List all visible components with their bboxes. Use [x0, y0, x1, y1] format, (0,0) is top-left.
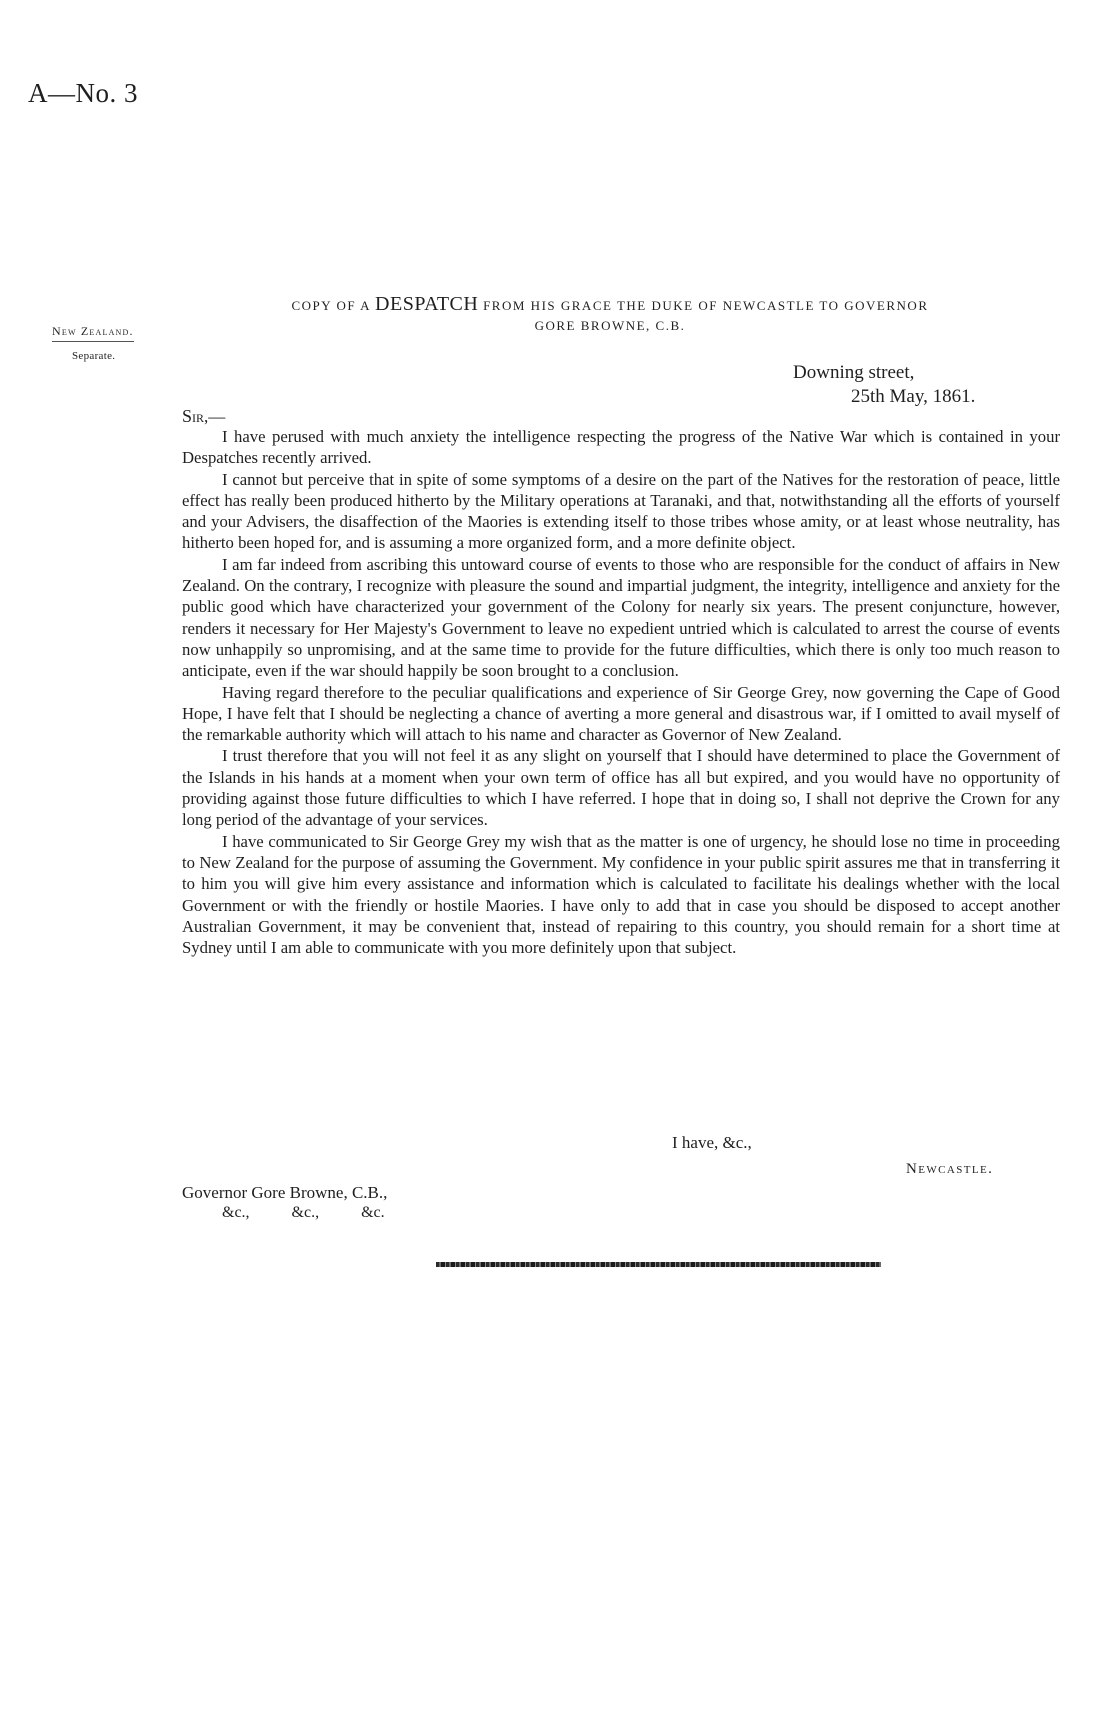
paragraph: Having regard therefore to the peculiar qualifications and experience of Sir George Grey, now governing the Cape of Good Hope, I have felt that I should be neglecting a chance of averting a more general and disastrous war, if I omitted to avail myself of the remarkable authority which will attach to his name and character as Governor of New Zealand. — [182, 682, 1060, 745]
paragraph: I have perused with much anxiety the intelligence respecting the progress of the Native War which is contained in your Despatches recently arrived. — [182, 427, 1060, 468]
heading-line-2: GORE BROWNE, C.B. — [534, 318, 686, 333]
page-number: A—No. 3 — [28, 78, 138, 108]
dateline-place: Downing street, — [793, 362, 915, 383]
etc-2: &c., — [291, 1204, 320, 1221]
closing-phrase: I have, &c., — [672, 1133, 752, 1152]
letter-body — [182, 426, 1060, 958]
paragraph: I trust therefore that you will not feel it as any slight on yourself that I should have determined to place the Government of the Islands in his hands at a moment when your own term of office has all but expired, and you would have no opportunity of providing against those future difficulties to which I have referred. I hope that in doing so, I shall not deprive the Crown for any long period of the advantage of your services. — [182, 746, 1060, 830]
paragraph: I have communicated to Sir George Grey my wish that as the matter is one of urgency, he should lose no time in proceeding to New Zealand for the purpose of assuming the Government. My confidence in your public spirit assures me that in transferring it to him you will give him every assistance and information which is calculated to facilitate his dealings whether with the local Government or with the friendly or hostile Maories. I have only to add that in case you should be disposed to accept another Australian Government, it may be convenient that, instead of repairing to this country, you should remain for a short time at Sydney until I am able to communicate with you more definitely upon that subject. — [182, 831, 1060, 958]
margin-separate-note: Separate. — [72, 350, 116, 362]
heading-pre: COPY OF A — [291, 298, 371, 313]
margin-colony-label: New Zealand. — [52, 324, 134, 342]
decorative-rule — [436, 1262, 881, 1267]
heading-line-1 — [180, 294, 1040, 316]
dateline-date: 25th May, 1861. — [851, 386, 976, 407]
heading-main: DESPATCH — [375, 293, 479, 315]
paragraph: I am far indeed from ascribing this untoward course of events to those who are responsible for the conduct of affairs in New Zealand. On the contrary, I recognize with pleasure the sound and impartial judgment, the integrity, intelligence and anxiety for the public good which have characterized your government of the Colony for nearly six years. The present conjuncture, however, renders it necessary for Her Majesty's Government to leave no expedient untried which is calculated to arrest the course of events now unhappily so unpromising, and at the same time to provide for the future difficulties, which there is only too much reason to anticipate, even if the war should happily be soon brought to a conclusion. — [182, 554, 1060, 681]
addressee: Governor Gore Browne, C.B., — [182, 1183, 388, 1202]
signature: Newcastle. — [906, 1161, 994, 1177]
heading-post: FROM HIS GRACE THE DUKE OF NEWCASTLE TO GOVERNOR — [483, 298, 929, 313]
salutation: Sir,— — [182, 406, 226, 426]
etc-3: &c. — [361, 1204, 385, 1221]
addressee-etc — [222, 1204, 423, 1222]
document-heading — [180, 294, 1040, 336]
etc-1: &c., — [222, 1204, 250, 1221]
paragraph: I cannot but perceive that in spite of some symptoms of a desire on the part of the Natives for the restoration of peace, little effect has really been produced hitherto by the Military operations at Taranaki, and that, notwithstanding all the efforts of yourself and your Advisers, the disaffection of the Maories is extending itself to those tribes whose amity, or at least whose neutrality, has hitherto been hoped for, and is assuming a more organized form, and a more definite object. — [182, 469, 1060, 553]
